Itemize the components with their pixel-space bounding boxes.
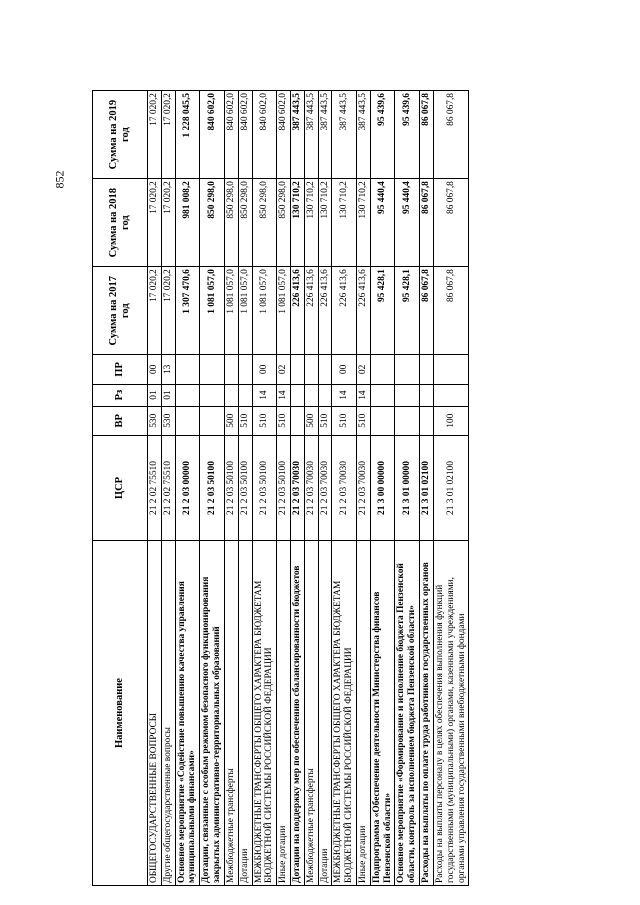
cell-sum-2017: 226 413,6: [318, 267, 332, 355]
cell-sum-2017: 226 413,6: [332, 267, 357, 355]
cell-sum-2017: 86 067,8: [420, 267, 434, 355]
table-row: [318, 91, 332, 886]
table-row: [161, 91, 175, 886]
cell-sum-2019: 840 602,0: [252, 91, 277, 179]
cell-vr: [200, 406, 225, 435]
cell-sum-2018: 130 710,2: [318, 179, 332, 267]
cell-csr: 21 2 03 70030: [318, 435, 332, 540]
table-row: [357, 91, 371, 886]
cell-name: Дотации, связанные с особым режимом безопасного функционирования закрытых административно-территориальных образований: [200, 541, 225, 886]
cell-sum-2019: 387 443,5: [304, 91, 318, 179]
cell-pr: 13: [161, 355, 175, 384]
cell-rz: 01: [161, 384, 175, 406]
cell-sum-2018: 850 298,0: [277, 179, 291, 267]
cell-sum-2017: 1 081 057,0: [277, 267, 291, 355]
cell-pr: [290, 355, 304, 384]
table-row: [238, 91, 252, 886]
cell-rz: [420, 384, 434, 406]
cell-pr: [395, 355, 420, 384]
cell-sum-2018: 86 067,8: [433, 179, 468, 267]
cell-sum-2019: 387 443,5: [332, 91, 357, 179]
cell-vr: 510: [357, 406, 371, 435]
cell-sum-2017: 1 081 057,0: [200, 267, 225, 355]
cell-vr: [395, 406, 420, 435]
cell-csr: 21 2 02 75510: [148, 435, 162, 540]
cell-vr: 530: [148, 406, 162, 435]
cell-sum-2017: 1 307 470,6: [175, 267, 200, 355]
cell-pr: [304, 355, 318, 384]
cell-csr: 21 3 01 02100: [420, 435, 434, 540]
cell-pr: 00: [332, 355, 357, 384]
table-row: [224, 91, 238, 886]
cell-rz: 14: [252, 384, 277, 406]
table-row: [277, 91, 291, 886]
cell-sum-2017: 226 413,6: [357, 267, 371, 355]
cell-name: Дотации: [318, 541, 332, 886]
table-row: [148, 91, 162, 886]
header-name: Наименование: [93, 541, 148, 886]
cell-csr: 21 3 01 02100: [433, 435, 468, 540]
cell-csr: 21 2 02 75510: [161, 435, 175, 540]
header-sum-2017: Сумма на 2017 год: [93, 267, 148, 355]
cell-name: МЕЖБЮДЖЕТНЫЕ ТРАНСФЕРТЫ ОБЩЕГО ХАРАКТЕРА БЮДЖЕТАМ БЮДЖЕТНОЙ СИСТЕМЫ РОССИЙСКОЙ ФЕДЕРАЦИИ: [252, 541, 277, 886]
cell-rz: [238, 384, 252, 406]
cell-rz: 14: [332, 384, 357, 406]
rotated-table-wrapper: [92, 90, 568, 886]
cell-csr: 21 2 03 00000: [175, 435, 200, 540]
cell-pr: [224, 355, 238, 384]
table-row: [370, 91, 395, 886]
table-row: [420, 91, 434, 886]
cell-vr: [420, 406, 434, 435]
cell-name: Другие общегосударственные вопросы: [161, 541, 175, 886]
cell-sum-2018: 130 710,2: [332, 179, 357, 267]
cell-sum-2019: 86 067,8: [420, 91, 434, 179]
cell-name: Дотации: [238, 541, 252, 886]
cell-name: ОБЩЕГОСУДАРСТВЕННЫЕ ВОПРОСЫ: [148, 541, 162, 886]
cell-pr: 00: [148, 355, 162, 384]
cell-rz: [318, 384, 332, 406]
header-csr: ЦСР: [93, 435, 148, 540]
cell-sum-2017: 226 413,6: [304, 267, 318, 355]
table-header-row: [93, 91, 148, 886]
cell-rz: 01: [148, 384, 162, 406]
page-number: 852: [52, 170, 67, 189]
cell-pr: [238, 355, 252, 384]
cell-rz: 14: [357, 384, 371, 406]
cell-pr: [433, 355, 468, 384]
cell-sum-2018: 95 440,4: [370, 179, 395, 267]
cell-pr: 02: [277, 355, 291, 384]
cell-pr: [370, 355, 395, 384]
cell-vr: [290, 406, 304, 435]
cell-name: Основное мероприятие «Содействие повышению качества управления муниципальными финансами»: [175, 541, 200, 886]
cell-sum-2019: 86 067,8: [433, 91, 468, 179]
cell-csr: 21 2 03 50100: [224, 435, 238, 540]
cell-sum-2018: 17 020,2: [161, 179, 175, 267]
budget-table: [92, 90, 469, 886]
table-row: [395, 91, 420, 886]
cell-sum-2018: 95 440,4: [395, 179, 420, 267]
cell-sum-2017: 226 413,6: [290, 267, 304, 355]
cell-sum-2018: 130 710,2: [357, 179, 371, 267]
cell-sum-2019: 387 443,5: [318, 91, 332, 179]
cell-name: Межбюджетные трансферты: [304, 541, 318, 886]
cell-sum-2019: 95 439,6: [395, 91, 420, 179]
table-row: [200, 91, 225, 886]
cell-vr: [175, 406, 200, 435]
table-row: [175, 91, 200, 886]
header-sum-2018: Сумма на 2018 год: [93, 179, 148, 267]
cell-sum-2018: 850 298,0: [238, 179, 252, 267]
cell-name: Иные дотации: [357, 541, 371, 886]
cell-rz: [433, 384, 468, 406]
cell-csr: 21 2 03 50100: [200, 435, 225, 540]
table-row: [252, 91, 277, 886]
cell-sum-2017: 17 020,2: [148, 267, 162, 355]
table-body: [148, 91, 469, 886]
cell-vr: 500: [224, 406, 238, 435]
cell-sum-2017: 1 081 057,0: [238, 267, 252, 355]
cell-rz: [224, 384, 238, 406]
cell-name: Дотации на поддержку мер по обеспечению сбалансированности бюджетов: [290, 541, 304, 886]
cell-csr: 21 3 01 00000: [395, 435, 420, 540]
table-row: [433, 91, 468, 886]
cell-csr: 21 2 03 70030: [332, 435, 357, 540]
cell-csr: 21 2 03 70030: [290, 435, 304, 540]
cell-pr: [420, 355, 434, 384]
cell-pr: [175, 355, 200, 384]
header-sum-2019: Сумма на 2019 год: [93, 91, 148, 179]
cell-vr: 100: [433, 406, 468, 435]
cell-sum-2019: 95 439,6: [370, 91, 395, 179]
cell-sum-2017: 86 067,8: [433, 267, 468, 355]
cell-pr: [318, 355, 332, 384]
cell-rz: [290, 384, 304, 406]
cell-name: Подпрограмма «Обеспечение деятельности Министерства финансов Пензенской области»: [370, 541, 395, 886]
cell-name: Расходы на выплаты по оплате труда работников государственных органов: [420, 541, 434, 886]
cell-vr: 510: [238, 406, 252, 435]
cell-sum-2017: 95 428,1: [370, 267, 395, 355]
table-row: [304, 91, 318, 886]
cell-sum-2018: 130 710,2: [290, 179, 304, 267]
cell-csr: 21 2 03 50100: [277, 435, 291, 540]
cell-pr: [200, 355, 225, 384]
cell-sum-2019: 840 602,0: [200, 91, 225, 179]
cell-vr: [370, 406, 395, 435]
header-vr: ВР: [93, 406, 148, 435]
cell-vr: 510: [277, 406, 291, 435]
cell-sum-2019: 17 020,2: [161, 91, 175, 179]
cell-csr: 21 2 03 50100: [252, 435, 277, 540]
cell-vr: 500: [304, 406, 318, 435]
cell-sum-2019: 1 228 045,5: [175, 91, 200, 179]
cell-name: Иные дотации: [277, 541, 291, 886]
cell-sum-2018: 130 710,2: [304, 179, 318, 267]
cell-rz: 14: [277, 384, 291, 406]
cell-sum-2019: 17 020,2: [148, 91, 162, 179]
cell-rz: [200, 384, 225, 406]
cell-name: Расходы на выплаты персоналу в целях обеспечения выполнения функций государственными (муниципальными) органами, казенными учреждениями, органами управления государственными внебюджетными фондами: [433, 541, 468, 886]
cell-name: МЕЖБЮДЖЕТНЫЕ ТРАНСФЕРТЫ ОБЩЕГО ХАРАКТЕРА БЮДЖЕТАМ БЮДЖЕТНОЙ СИСТЕМЫ РОССИЙСКОЙ ФЕДЕРАЦИИ: [332, 541, 357, 886]
cell-sum-2018: 850 298,0: [252, 179, 277, 267]
cell-rz: [370, 384, 395, 406]
cell-sum-2018: 17 020,2: [148, 179, 162, 267]
cell-rz: [175, 384, 200, 406]
cell-csr: 21 2 03 70030: [357, 435, 371, 540]
table-row: [332, 91, 357, 886]
cell-rz: [395, 384, 420, 406]
cell-csr: 21 2 03 50100: [238, 435, 252, 540]
cell-vr: 510: [252, 406, 277, 435]
cell-pr: 02: [357, 355, 371, 384]
cell-csr: 21 3 00 00000: [370, 435, 395, 540]
cell-vr: 510: [318, 406, 332, 435]
cell-sum-2018: 981 008,2: [175, 179, 200, 267]
cell-name: Межбюджетные трансферты: [224, 541, 238, 886]
cell-vr: 510: [332, 406, 357, 435]
cell-sum-2019: 840 602,0: [277, 91, 291, 179]
cell-sum-2018: 850 298,0: [224, 179, 238, 267]
cell-sum-2019: 840 602,0: [238, 91, 252, 179]
cell-name: Основное мероприятие «Формирование и исполнение бюджета Пензенской области, контроль за исполнением бюджета Пензенской области»: [395, 541, 420, 886]
cell-vr: 530: [161, 406, 175, 435]
cell-sum-2019: 840 602,0: [224, 91, 238, 179]
cell-sum-2017: 1 081 057,0: [224, 267, 238, 355]
cell-sum-2017: 1 081 057,0: [252, 267, 277, 355]
cell-rz: [304, 384, 318, 406]
cell-sum-2017: 95 428,1: [395, 267, 420, 355]
cell-sum-2018: 850 298,0: [200, 179, 225, 267]
cell-sum-2018: 86 067,8: [420, 179, 434, 267]
cell-pr: 00: [252, 355, 277, 384]
cell-sum-2019: 387 443,5: [357, 91, 371, 179]
table-row: [290, 91, 304, 886]
cell-csr: 21 2 03 70030: [304, 435, 318, 540]
header-rz: Рз: [93, 384, 148, 406]
header-pr: ПР: [93, 355, 148, 384]
cell-sum-2019: 387 443,5: [290, 91, 304, 179]
cell-sum-2017: 17 020,2: [161, 267, 175, 355]
